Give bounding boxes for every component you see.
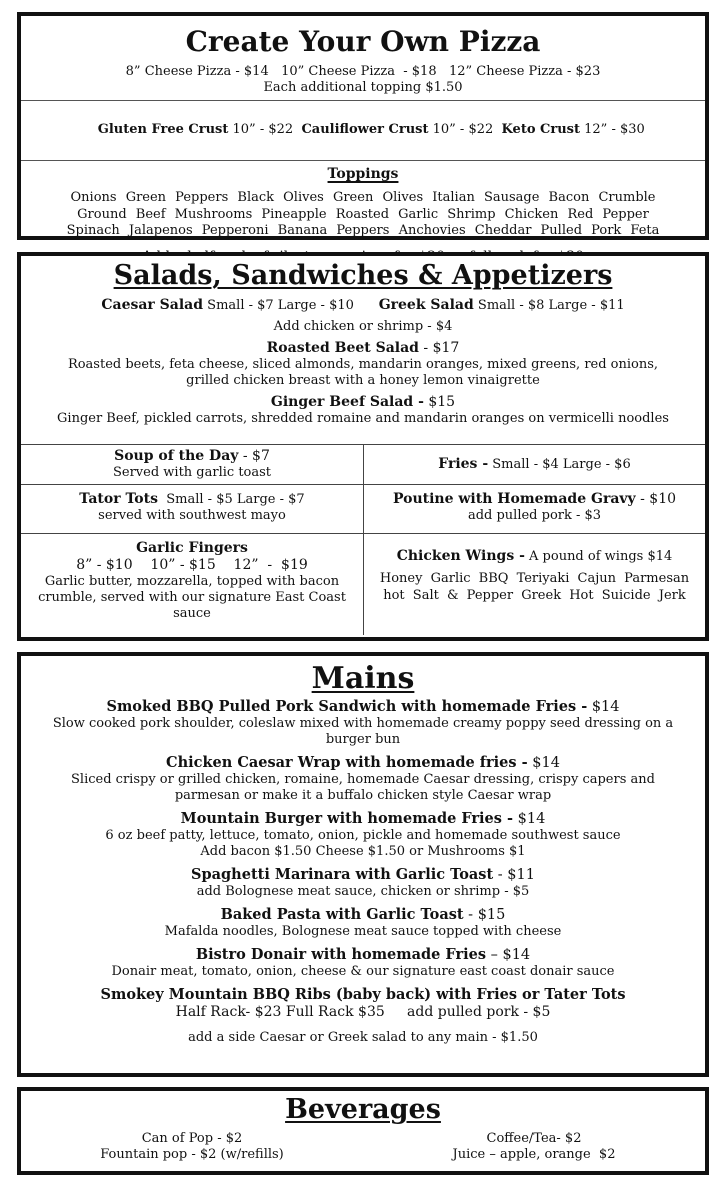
main-item-name: Mountain Burger with homemade Fries - [180, 810, 514, 827]
beverage-item: Coffee/Tea- $2 [486, 1131, 582, 1146]
main-item [21, 906, 705, 940]
beet-salad-price: - $17 [418, 340, 460, 356]
caesar-greek-line [21, 297, 705, 314]
mains-section [17, 652, 709, 1077]
fries-heading [438, 456, 630, 473]
tots-cell [21, 485, 363, 533]
greek-salad-name: Greek Salad [378, 297, 474, 313]
greek-salad-price: Small - $8 Large - $11 [473, 298, 625, 313]
crust-keto-price: 12” - $30 [580, 122, 645, 137]
poutine-price: - $10 [635, 491, 677, 507]
salads-title: Salads, Sandwiches & Appetizers [113, 260, 613, 291]
fries-price: Small - $4 Large - $6 [488, 457, 631, 472]
appetizers-grid [21, 444, 705, 637]
beet-salad-desc-2: grilled chicken breast with a honey lemon vinaigrette [186, 373, 540, 388]
main-item-name: Chicken Caesar Wrap with homemade fries - [166, 754, 528, 771]
soup-heading [27, 448, 357, 465]
tots-heading [27, 491, 357, 508]
mains-footer-note: add a side Caesar or Greek salad to any main - $1.50 [188, 1030, 538, 1045]
grid-row [21, 445, 705, 485]
poutine-heading [370, 491, 699, 508]
main-item-heading [21, 698, 705, 716]
mains-title: Mains [311, 661, 415, 696]
toppings-line: Ground Beef Mushrooms Pineapple Roasted Garlic Shrimp Chicken Red Pepper [77, 206, 649, 222]
pizza-sizes: 8” Cheese Pizza - $14 10” Cheese Pizza - $18 12” Cheese Pizza - $23 [125, 64, 601, 79]
beverages-right-column [363, 1131, 705, 1163]
beverages-left-column [21, 1131, 363, 1163]
soup-cell [21, 445, 363, 484]
beverages-section [17, 1087, 709, 1175]
tots-price: Small - $5 Large - $7 [157, 492, 305, 507]
beverages-list [21, 1131, 705, 1163]
salads-section [17, 252, 709, 641]
main-item-desc-2: Add bacon $1.50 Cheese $1.50 or Mushrooms $1 [200, 844, 526, 859]
crust-keto-name: Keto Crust [501, 122, 580, 137]
wings-cell [363, 534, 705, 635]
pizza-title: Create Your Own Pizza [185, 25, 541, 58]
ginger-beef-price: $15 [423, 394, 456, 410]
pizza-section [17, 12, 709, 240]
main-item-name: Smokey Mountain BBQ Ribs (baby back) with Fries or Tater Tots [100, 986, 626, 1003]
main-item-heading [21, 810, 705, 828]
crust-gluten-free-name: Gluten Free Crust [97, 122, 229, 137]
garlic-fingers-sizes: 8” - $10 10” - $15 12” - $19 [76, 557, 308, 573]
garlic-fingers-cell [21, 534, 363, 635]
main-item-desc: Half Rack- $23 Full Rack $35 add pulled pork - $5 [175, 1004, 551, 1020]
beverage-item: Can of Pop - $2 [141, 1131, 243, 1146]
toppings-heading: Toppings [327, 166, 399, 182]
main-item-heading [21, 946, 705, 964]
additional-topping: Each additional topping $1.50 [263, 80, 463, 95]
main-item-heading [21, 866, 705, 884]
main-item-price: $14 [587, 699, 620, 715]
ginger-beef-heading [21, 394, 705, 411]
caesar-salad-name: Caesar Salad [101, 297, 204, 313]
wings-price: A pound of wings $14 [524, 549, 673, 564]
grid-row [21, 534, 705, 635]
toppings-list [21, 190, 705, 240]
fries-cell [363, 445, 705, 484]
toppings-line: Spinach Jalapenos Pepperoni Banana Peppers Anchovies Cheddar Pulled Pork Feta [66, 223, 660, 238]
caesar-salad-price: Small - $7 Large - $10 [203, 298, 379, 313]
poutine-cell [363, 485, 705, 533]
tots-name: Tator Tots [79, 491, 158, 507]
ginger-beef-desc: Ginger Beef, pickled carrots, shredded romaine and mandarin oranges on vermicelli noodles [57, 411, 669, 426]
main-item [21, 754, 705, 804]
crust-options [21, 100, 705, 161]
beverage-item: Fountain pop - $2 (w/refills) [100, 1147, 284, 1162]
main-item-desc: Sliced crispy or grilled chicken, romaine, homemade Caesar dressing, crispy capers and parmesan or make it a buffalo chicken style Caesar wrap [71, 772, 655, 803]
garlic-fingers-name: Garlic Fingers [136, 540, 248, 556]
fries-name: Fries - [438, 456, 489, 472]
soup-name: Soup of the Day [114, 448, 239, 464]
main-item-price: - $15 [463, 907, 506, 923]
main-item-price: – $14 [486, 947, 531, 963]
ginger-beef-name: Ginger Beef Salad - [270, 394, 424, 410]
main-item [21, 698, 705, 748]
main-item-price: $14 [527, 755, 560, 771]
main-item-price: - $11 [493, 867, 535, 883]
main-item-name: Spaghetti Marinara with Garlic Toast [191, 866, 494, 883]
main-item [21, 810, 705, 860]
main-item-desc: Donair meat, tomato, onion, cheese & our signature east coast donair sauce [111, 964, 615, 979]
main-item-name: Baked Pasta with Garlic Toast [220, 906, 464, 923]
main-item-desc: Mafalda noodles, Bolognese meat sauce topped with cheese [164, 924, 562, 939]
crust-gluten-free-price: 10” - $22 [228, 122, 302, 137]
crust-cauliflower-name: Cauliflower Crust [301, 122, 429, 137]
main-item-desc: Slow cooked pork shoulder, coleslaw mixed with homemade creamy poppy seed dressing on a burger bun [52, 716, 674, 747]
main-item [21, 866, 705, 900]
main-item [21, 986, 705, 1021]
beverage-item: Juice – apple, orange $2 [452, 1147, 616, 1162]
soup-desc: Served with garlic toast [112, 465, 272, 480]
wings-flavors: Honey Garlic BBQ Teriyaki Cajun Parmesan hot Salt & Pepper Greek Hot Suicide Jerk [379, 571, 690, 603]
tots-desc: served with southwest mayo [98, 508, 286, 523]
soup-price: - $7 [238, 448, 270, 464]
main-item [21, 946, 705, 980]
main-item-desc: add Bolognese meat sauce, chicken or shrimp - $5 [196, 884, 530, 899]
beet-salad-heading [21, 340, 705, 357]
main-item-heading [21, 754, 705, 772]
crust-cauliflower-price: 10” - $22 [428, 122, 502, 137]
grid-row [21, 485, 705, 534]
main-item-name: Smoked BBQ Pulled Pork Sandwich with homemade Fries - [106, 698, 588, 715]
beet-salad-desc: Roasted beets, feta cheese, sliced almonds, mandarin oranges, mixed greens, red onions, [67, 357, 659, 372]
poutine-desc: add pulled pork - $3 [467, 508, 602, 523]
main-item-heading [21, 986, 705, 1004]
wings-name: Chicken Wings - [396, 548, 525, 564]
garlic-fingers-desc: Garlic butter, mozzarella, topped with bacon crumble, served with our signature East Coast sauce [38, 574, 346, 621]
poutine-name: Poutine with Homemade Gravy [392, 491, 636, 507]
toppings-line: Onions Green Peppers Black Olives Green Olives Italian Sausage Bacon Crumble [70, 190, 656, 205]
beet-salad-name: Roasted Beet Salad [266, 340, 419, 356]
add-protein-note: Add chicken or shrimp - $4 [273, 319, 453, 334]
main-item-price: $14 [513, 811, 546, 827]
wings-heading [370, 548, 699, 565]
main-item-desc: 6 oz beef patty, lettuce, tomato, onion, pickle and homemade southwest sauce [105, 828, 621, 843]
main-item-name: Bistro Donair with homemade Fries [195, 946, 486, 963]
main-item-heading [21, 906, 705, 924]
beverages-title: Beverages [285, 1094, 441, 1125]
